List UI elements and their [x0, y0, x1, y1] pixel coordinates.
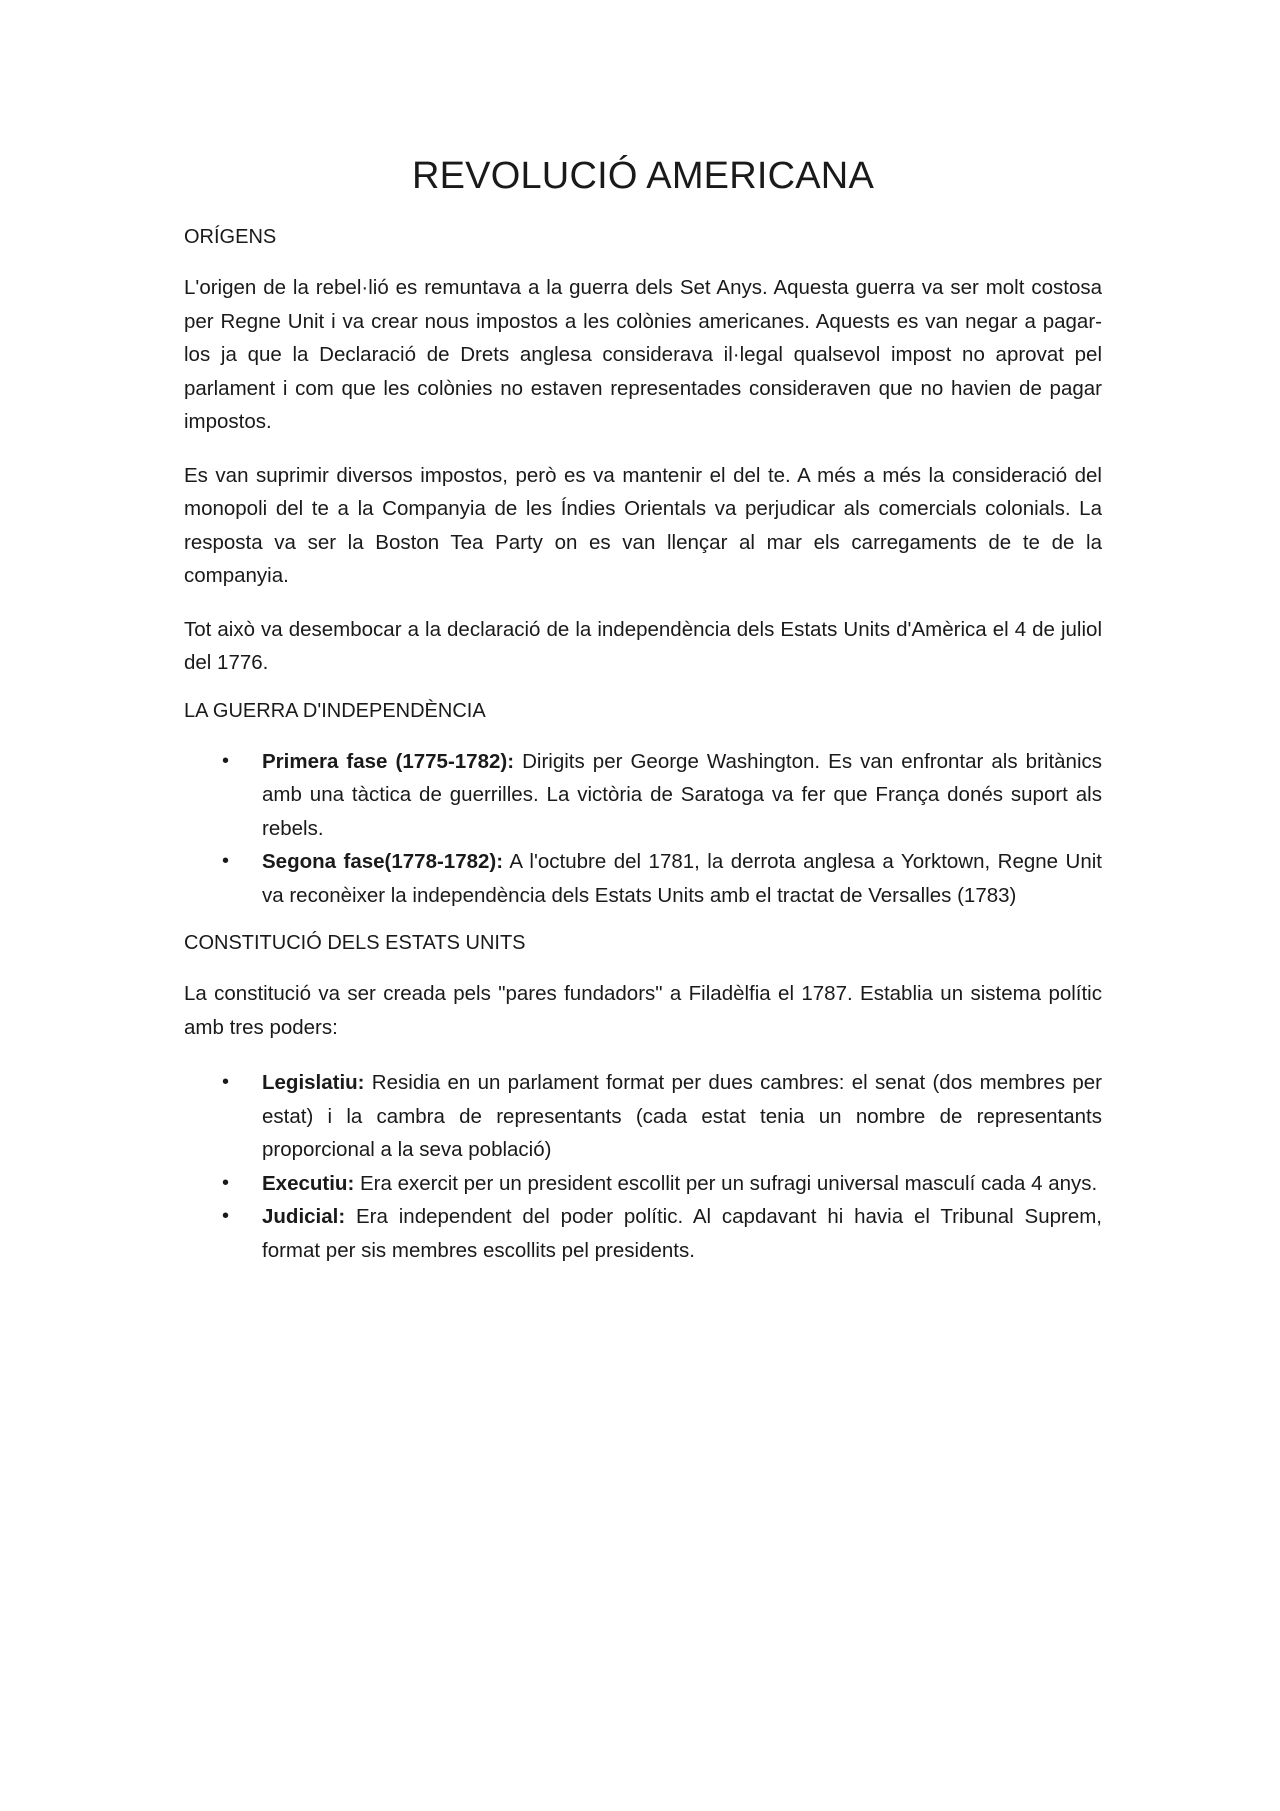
list-item: [184, 1066, 1102, 1167]
paragraph-origins-1: L'origen de la rebel·lió es remuntava a la guerra dels Set Anys. Aquesta guerra va ser molt costosa per Regne Unit i va crear nous impostos a les colònies americanes. Aquests es van negar a pagar-los ja que la Declaració de Drets anglesa considerava il·legal qualsevol impost no aprovat pel parlament i com que les colònies no estaven representades consideraven que no havien de pagar impostos.: [184, 276, 1102, 433]
paragraph-origins-3: Tot això va desembocar a la declaració de la independència dels Estats Units d'Amèrica el 4 de juliol del 1776.: [184, 617, 1102, 674]
document-page: [184, 155, 1102, 1287]
list-item: [184, 1200, 1102, 1267]
list-item: [184, 1167, 1102, 1201]
section-heading-origins: ORÍGENS: [184, 226, 277, 248]
section-heading-war: LA GUERRA D'INDEPENDÈNCIA: [184, 699, 486, 722]
list-item-text: Residia en un parlament format per dues cambres: el senat (dos membres per estat) i la cambra de representants (cada estat tenia un nombre de representants proporcional a la seva població): [262, 1071, 1102, 1161]
section-heading-constitution: CONSTITUCIÓ DELS ESTATS UNITS: [184, 932, 526, 954]
war-phases-list: [184, 745, 1102, 913]
list-item-label: Segona fase(1778-1782):: [262, 850, 504, 873]
bullet-icon: •: [222, 850, 230, 872]
list-item-label: Legislatiu:: [262, 1071, 365, 1094]
list-item-label: Judicial:: [262, 1205, 346, 1228]
list-item: [184, 745, 1102, 846]
list-item-text: A l'octubre del 1781, la derrota anglesa a Yorktown, Regne Unit va reconèixer la independència dels Estats Units amb el tractat de Versalles (1783): [262, 850, 1102, 907]
paragraph-origins-2: Es van suprimir diversos impostos, però es va mantenir el del te. A més a més la consideració del monopoli del te a la Companyia de les Índies Orientals va perjudicar als comercials colonials. La resposta va ser la Boston Tea Party on es van llençar al mar els carregaments de te de la companyia.: [184, 463, 1102, 587]
list-item-label: Primera fase (1775-1782):: [262, 749, 515, 773]
list-item: [184, 845, 1102, 912]
list-item-text: Dirigits per George Washington. Es van enfrontar als britànics amb una tàctica de guerrilles. La victòria de Saratoga va fer que França donés suport als rebels.: [262, 749, 1102, 840]
list-item-label: Executiu:: [262, 1171, 355, 1195]
bullet-icon: •: [222, 1071, 230, 1093]
paragraph-constitution-intro: La constitució va ser creada pels "pares fundadors" a Filadèlfia el 1787. Establia un sistema polític amb tres poders:: [184, 982, 1102, 1039]
bullet-icon: •: [222, 1171, 230, 1194]
bullet-icon: •: [222, 749, 230, 772]
powers-list: [184, 1066, 1102, 1267]
page-title: REVOLUCIÓ AMERICANA: [411, 155, 874, 197]
bullet-icon: •: [222, 1205, 230, 1227]
list-item-text: Era exercit per un president escollit per un sufragi universal masculí cada 4 anys.: [354, 1171, 1098, 1195]
list-item-text: Era independent del poder polític. Al capdavant hi havia el Tribunal Suprem, format per sis membres escollits pel presidents.: [262, 1205, 1102, 1262]
